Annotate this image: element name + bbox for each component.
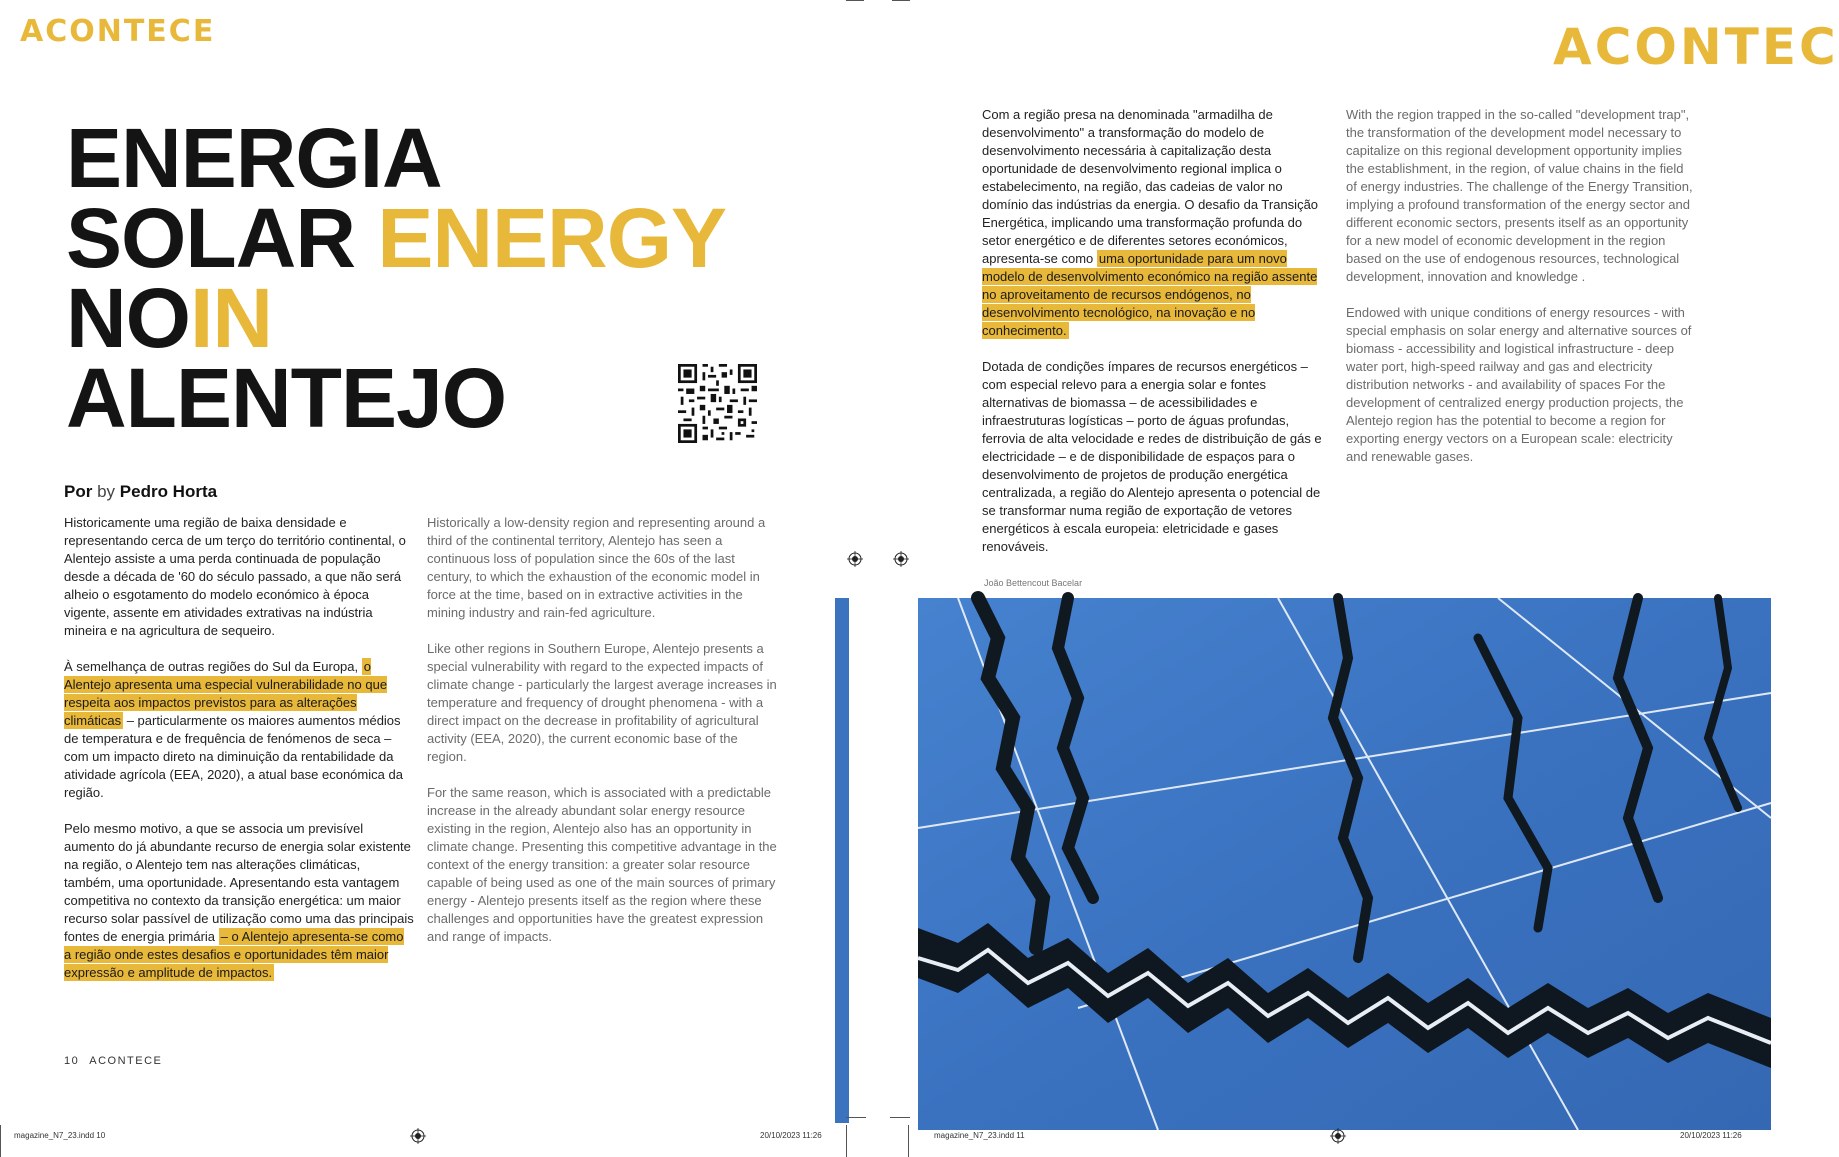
- byline-by: by: [97, 482, 116, 501]
- paragraph: Dotada de condições ímpares de recursos energéticos – com especial relevo para a energia solar e fontes alternativas de biomassa – de acessibilidades e infraestruturas logísticas – porto de águas profundas, ferrovia de alta velocidade e redes de distribuição de gás e electricidade – e de disponibilidade de espaços para o desenvolvimento de projetos de produção energética centralizada, a região do Alentejo apresenta o potencial de se transformar numa região de exportação de vetores energéticos à escala europeia: eletricidade e gases renováveis.: [982, 359, 1322, 554]
- crop-mark: [908, 1125, 909, 1157]
- crop-mark: [846, 1117, 866, 1118]
- paragraph: Like other regions in Southern Europe, Alentejo presents a special vulnerability with regard to the expected impacts of climate change - particularly the largest average increases in temperature and frequency of drought phenomena - with a direct impact on the decrease in profitability of agricultural activity (EEA, 2020), the current economic base of the region.: [427, 641, 777, 764]
- crop-mark: [890, 1117, 910, 1118]
- page-footer: [64, 1055, 162, 1067]
- paragraph: Endowed with unique conditions of energy resources - with special emphasis on solar energy and alternative sources of biomass - accessibility and logistical infrastructure - deep water port, high-speed railway and gas and electricity distribution networks - and availability of spaces For the development of centralized energy production projects, the Alentejo region has the potential to become a region for exporting energy vectors on a European scale: electricity and renewable gases.: [1346, 305, 1692, 464]
- paragraph-text: – particularmente os maiores aumentos médios de temperatura e de frequência de fenómenos de seca – com um impacto direto na diminuição da rentabilidade da atividade agrícola (EEA, 2020), a atual base económica da região.: [64, 713, 403, 800]
- crop-mark: [892, 0, 910, 1]
- title-en-energy: ENERGY: [377, 191, 727, 285]
- column-pt-2: [982, 106, 1328, 574]
- highlighted-text: uma oportunidade para um novo modelo de desenvolvimento económico na região assente no aproveitamento de recursos endógenos, no desenvolvimento tecnológico, na inovação e no conhecimento.: [982, 251, 1318, 338]
- slug-file-left: magazine_N7_23.indd 10: [14, 1131, 106, 1140]
- paragraph: [982, 106, 1328, 340]
- title-line-2: [66, 191, 727, 285]
- title-line-3: [66, 271, 726, 365]
- paragraph: Historicamente uma região de baixa densidade e representando cerca de um terço do território continental, o Alentejo assiste a uma perda continuada de população desde a década de '60 do século passado, a que não será alheio o esgotamento do modelo económico à época vigente, assente em atividades extrativas na indústria mineira e na agricultura de sequeiro.: [64, 515, 406, 638]
- title-line-1: ENERGIA: [66, 111, 442, 205]
- highlighted-text: – o Alentejo apresenta-se como a região onde estes desafios e oportunidades têm maior expressão e amplitude de impactos.: [64, 929, 404, 980]
- paragraph-text: Pelo mesmo motivo, a que se associa um previsível aumento do já abundante recurso de energia solar existente na região, o Alentejo tem nas alterações climáticas, também, uma oportunidade. Apresentando esta vantagem competitiva no contexto da transição energética: um maior recurso solar passível de utilização como uma das principais fontes de energia primária: [64, 821, 414, 944]
- registration-mark-icon: [847, 551, 863, 567]
- column-en-1: [427, 514, 777, 964]
- crop-mark: [846, 1125, 847, 1157]
- qr-code-icon[interactable]: [678, 364, 757, 443]
- highlighted-text: o Alentejo apresenta uma especial vulnerabilidade no que respeita aos impactos previstos para as alterações climáticas: [64, 659, 388, 728]
- brand-logo-left: ACONTECE: [20, 14, 216, 49]
- paragraph-text: Com a região presa na denominada "armadilha de desenvolvimento" a transformação do modelo de desenvolvimento necessária à capitalização desta oportunidade de desenvolvimento regional implica o estabelecimento, na região, das cadeias de valor no domínio das indústrias da energia. O desafio da Transição Energética, implicando uma transformação profunda do setor energético e de diferentes setores económicos, apresenta-se como: [982, 107, 1319, 266]
- slug-file-right: magazine_N7_23.indd 11: [934, 1131, 1025, 1140]
- paragraph: With the region trapped in the so-called "development trap", the transformation of the development model necessary to capitalize on this regional development opportunity implies the establishment, in the region, of value chains in the field of energy industries. The challenge of the Energy Transition, implying a profound transformation of the energy sector and different economic sectors, presents itself as an opportunity for a new model of economic development in the region based on the use of endogenous resources, technological development, innovation and knowledge .: [1346, 107, 1693, 284]
- column-en-2: [1346, 106, 1696, 484]
- registration-mark-icon: [410, 1128, 426, 1144]
- paragraph: Historically a low-density region and representing around a third of the continental territory, Alentejo has seen a continuous loss of population since the 60s of the last century, to which the exhaustion of the economic model in force at the time, based on in extractive activities in the mining industry and rain-fed agriculture.: [427, 515, 766, 620]
- crop-mark: [0, 1125, 1, 1157]
- page-number: 10: [64, 1055, 80, 1067]
- slug-date-right: 20/10/2023 11:26: [1680, 1131, 1742, 1140]
- title-line-4: ALENTEJO: [66, 351, 507, 445]
- paragraph: [64, 658, 414, 802]
- paragraph: [64, 820, 414, 982]
- byline: [64, 482, 217, 502]
- column-pt-1: [64, 514, 414, 1000]
- title-en-in: IN: [190, 271, 272, 365]
- crop-mark: [846, 0, 864, 1]
- article-title: [66, 111, 727, 445]
- registration-mark-icon: [1330, 1128, 1346, 1144]
- slug-date-left: 20/10/2023 11:26: [760, 1131, 822, 1140]
- title-pt-solar: SOLAR: [66, 191, 355, 285]
- title-pt-no: NO: [66, 271, 190, 365]
- solar-panel-photo: [918, 598, 1771, 1130]
- paragraph: For the same reason, which is associated with a predictable increase in the already abundant solar energy resource existing in the region, Alentejo also has an opportunity in climate change. Presenting this competitive advantage in the context of the energy transition: a greater solar resource capable of being used as one of the main sources of primary energy - Alentejo presents itself as the region where these challenges and opportunities have the greatest expression and range of impacts.: [427, 785, 777, 944]
- photo-bleed-strip: [835, 598, 849, 1123]
- paragraph-text: À semelhança de outras regiões do Sul da Europa,: [64, 659, 359, 674]
- registration-mark-icon: [893, 551, 909, 567]
- photo-credit: João Bettencout Bacelar: [984, 578, 1083, 588]
- footer-label: ACONTECE: [89, 1055, 163, 1067]
- brand-logo-right: ACONTEC: [1553, 18, 1839, 76]
- byline-por: Por: [64, 482, 93, 501]
- byline-author: Pedro Horta: [119, 482, 218, 501]
